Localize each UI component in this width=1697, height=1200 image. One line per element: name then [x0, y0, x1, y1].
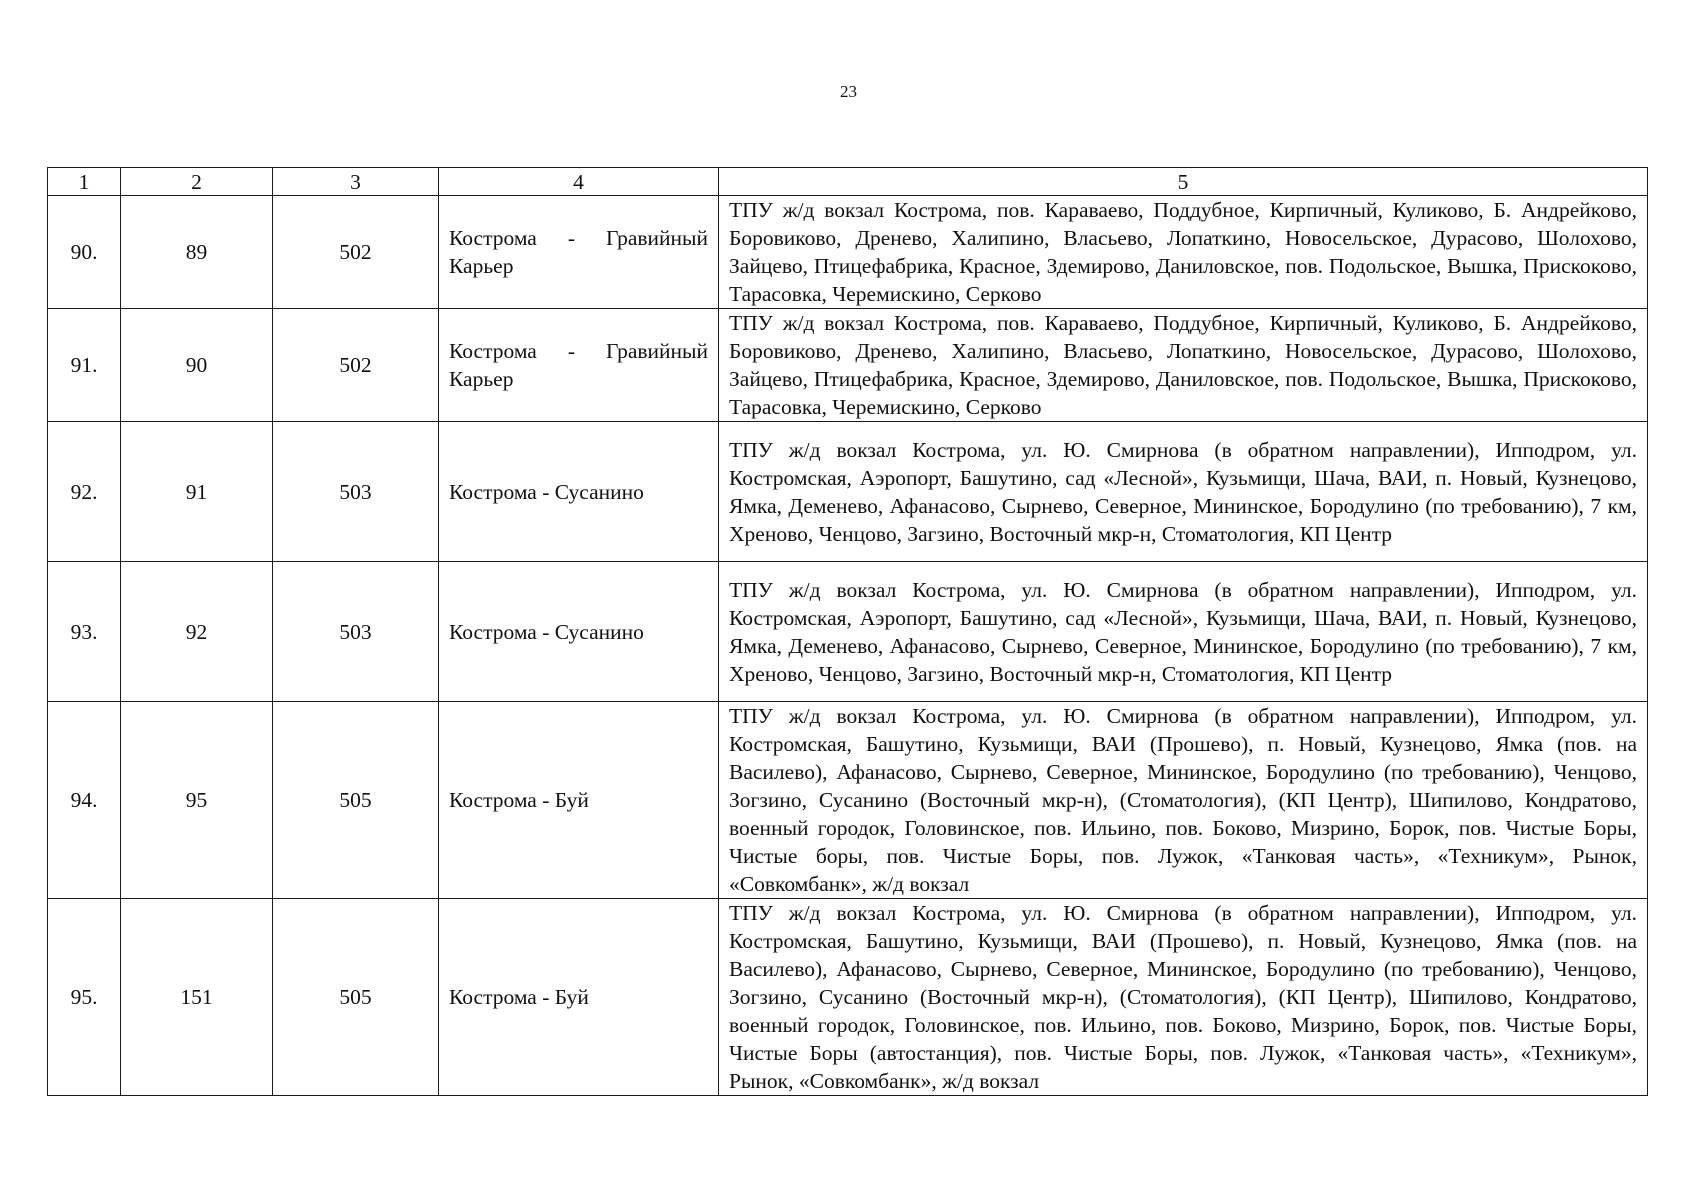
row-number: 91.	[48, 309, 121, 422]
route-stops: ТПУ ж/д вокзал Кострома, ул. Ю. Смирнова (в обратном направлении), Ипподром, ул. Костромская, Башутино, Кузьмищи, ВАИ (Прошево), п. Новый, Кузнецово, Ямка (пов. на Василево), Афанасово, Сырнево, Северное, Мининское, Бородулино (по требованию), Ченцово, Зогзино, Сусанино (Восточный мкр-н), (Стоматология), (КП Центр), Шипилово, Кондратово, военный городок, Головинское, пов. Ильино, пов. Боково, Мизрино, Борок, пов. Чистые Боры, Чистые боры, пов. Чистые Боры, пов. Лужок, «Танковая часть», «Техникум», Рынок, «Совкомбанк», ж/д вокзал	[719, 702, 1648, 899]
route-stops: ТПУ ж/д вокзал Кострома, пов. Караваево, Поддубное, Кирпичный, Куликово, Б. Андрейково, Боровиково, Дренево, Халипино, Власьево, Лопаткино, Новосельское, Дурасово, Шолохово, Зайцево, Птицефабрика, Красное, Здемирово, Даниловское, пов. Подольское, Вышка, Прискоково, Тарасовка, Черемискино, Серково	[719, 196, 1648, 309]
route-stops: ТПУ ж/д вокзал Кострома, ул. Ю. Смирнова (в обратном направлении), Ипподром, ул. Костромская, Аэропорт, Башутино, сад «Лесной», Кузьмищи, Шача, ВАИ, п. Новый, Кузнецово, Ямка, Деменево, Афанасово, Сырнево, Северное, Мининское, Бородулино (по требованию), 7 км, Хреново, Ченцово, Загзино, Восточный мкр-н, Стоматология, КП Центр	[719, 422, 1648, 562]
route-number: 503	[273, 562, 439, 702]
row-number: 94.	[48, 702, 121, 899]
route-name: Кострома - Буй	[439, 702, 719, 899]
routes-table	[47, 167, 1648, 1096]
column-header: 2	[121, 168, 273, 196]
table-header-row	[48, 168, 1648, 196]
route-number: 502	[273, 309, 439, 422]
route-number: 503	[273, 422, 439, 562]
route-number: 505	[273, 899, 439, 1096]
table-row	[48, 899, 1648, 1096]
route-stops: ТПУ ж/д вокзал Кострома, пов. Караваево, Поддубное, Кирпичный, Куликово, Б. Андрейково, Боровиково, Дренево, Халипино, Власьево, Лопаткино, Новосельское, Дурасово, Шолохово, Зайцево, Птицефабрика, Красное, Здемирово, Даниловское, пов. Подольское, Вышка, Прискоково, Тарасовка, Черемискино, Серково	[719, 309, 1648, 422]
route-number: 505	[273, 702, 439, 899]
route-name: Кострома - Буй	[439, 899, 719, 1096]
row-number: 92.	[48, 422, 121, 562]
column-header: 5	[719, 168, 1648, 196]
page-number: 23	[840, 82, 857, 101]
table-row	[48, 309, 1648, 422]
registry-number: 89	[121, 196, 273, 309]
column-header: 4	[439, 168, 719, 196]
row-number: 93.	[48, 562, 121, 702]
table-row	[48, 702, 1648, 899]
table-row	[48, 422, 1648, 562]
table-row	[48, 196, 1648, 309]
route-stops: ТПУ ж/д вокзал Кострома, ул. Ю. Смирнова (в обратном направлении), Ипподром, ул. Костромская, Башутино, Кузьмищи, ВАИ (Прошево), п. Новый, Кузнецово, Ямка (пов. на Василево), Афанасово, Сырнево, Северное, Мининское, Бородулино (по требованию), Ченцово, Зогзино, Сусанино (Восточный мкр-н), (Стоматология), (КП Центр), Шипилово, Кондратово, военный городок, Головинское, пов. Ильино, пов. Боково, Мизрино, Борок, пов. Чистые Боры, Чистые Боры (автостанция), пов. Чистые Боры, пов. Лужок, «Танковая часть», «Техникум», Рынок, «Совкомбанк», ж/д вокзал	[719, 899, 1648, 1096]
registry-number: 92	[121, 562, 273, 702]
registry-number: 90	[121, 309, 273, 422]
route-number: 502	[273, 196, 439, 309]
route-stops: ТПУ ж/д вокзал Кострома, ул. Ю. Смирнова (в обратном направлении), Ипподром, ул. Костромская, Аэропорт, Башутино, сад «Лесной», Кузьмищи, Шача, ВАИ, п. Новый, Кузнецово, Ямка, Деменево, Афанасово, Сырнево, Северное, Мининское, Бородулино (по требованию), 7 км, Хреново, Ченцово, Загзино, Восточный мкр-н, Стоматология, КП Центр	[719, 562, 1648, 702]
table-row	[48, 562, 1648, 702]
route-name: Кострома - Гравийный Карьер	[439, 309, 719, 422]
route-name: Кострома - Гравийный Карьер	[439, 196, 719, 309]
route-name: Кострома - Сусанино	[439, 562, 719, 702]
registry-number: 91	[121, 422, 273, 562]
route-name: Кострома - Сусанино	[439, 422, 719, 562]
row-number: 95.	[48, 899, 121, 1096]
registry-number: 95	[121, 702, 273, 899]
registry-number: 151	[121, 899, 273, 1096]
row-number: 90.	[48, 196, 121, 309]
column-header: 1	[48, 168, 121, 196]
column-header: 3	[273, 168, 439, 196]
